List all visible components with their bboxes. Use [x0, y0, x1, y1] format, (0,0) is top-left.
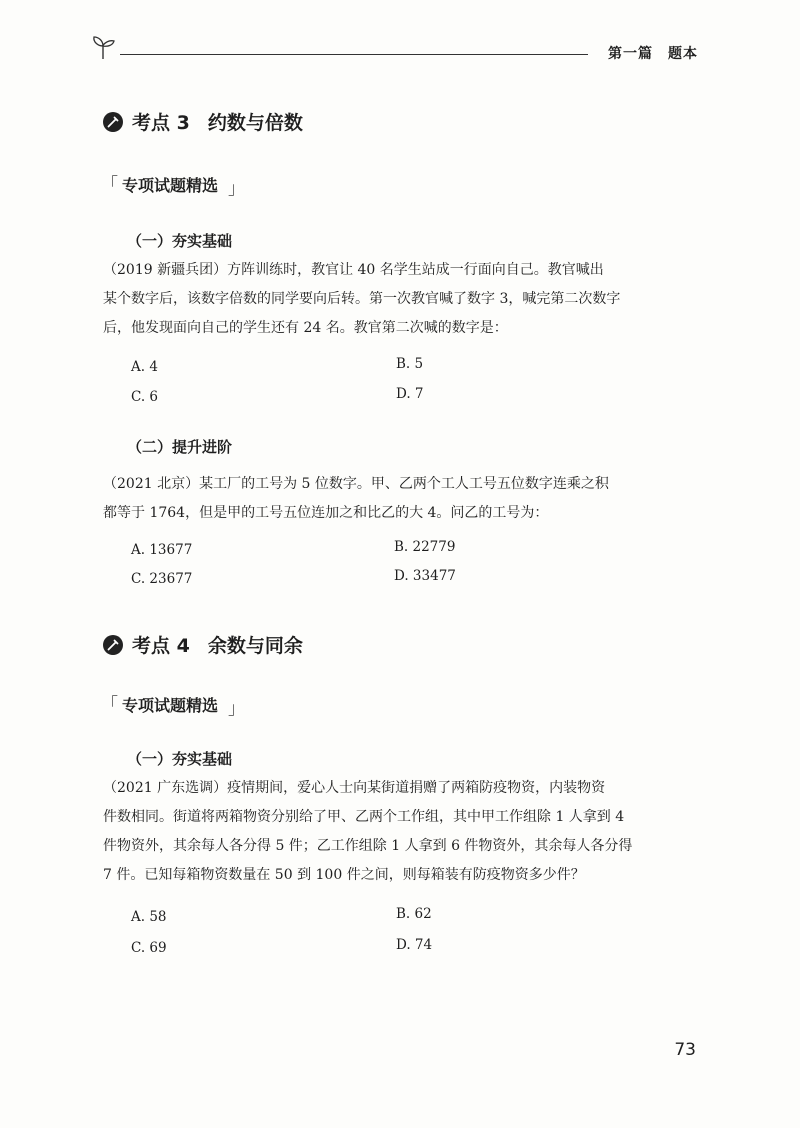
page-header — [88, 32, 698, 72]
option-c: C. 6 — [131, 389, 159, 405]
subsection-title: 专项试题精选 — [122, 176, 219, 195]
header-rule — [120, 54, 588, 55]
question-line: （2021 广东选调）疫情期间，爱心人士向某街道捐赠了两箱防疫物资，内装物资 — [103, 780, 606, 796]
question-line: 某个数字后，该数字倍数的同学要向后转。第一次教官喊了数字 3，喊完第二次数字 — [103, 291, 621, 307]
question-line: 后，他发现面向自己的学生还有 24 名。教官第二次喊的数字是： — [103, 320, 508, 336]
section-number: 考点 4 — [132, 635, 190, 657]
running-head: 第一篇 题本 — [608, 46, 698, 62]
question-text — [103, 470, 697, 528]
option-c: C. 69 — [131, 940, 167, 956]
option-c: C. 23677 — [131, 571, 193, 587]
option-a: A. 58 — [131, 909, 167, 925]
option-a: A. 4 — [131, 359, 158, 375]
section-heading-3 — [103, 108, 303, 135]
question-line: 都等于 1764，但是甲的工号五位连加之和比乙的大 4。问乙的工号为： — [103, 505, 549, 521]
sprout-icon — [88, 32, 118, 62]
question-line: （2021 北京）某工厂的工号为 5 位数字。甲、乙两个工人工号五位数字连乘之积 — [103, 476, 609, 492]
option-b: B. 22779 — [394, 539, 456, 555]
level-heading: （一）夯实基础 — [127, 750, 233, 768]
subsection-heading: 「 专项试题精选 」 — [101, 175, 246, 199]
option-d: D. 74 — [396, 937, 433, 953]
section-title: 余数与同余 — [207, 635, 303, 657]
subsection-title: 专项试题精选 — [122, 696, 219, 715]
option-b: B. 62 — [396, 906, 432, 922]
pen-icon — [103, 635, 123, 655]
question-text — [103, 256, 697, 343]
question-text — [103, 774, 697, 890]
pen-icon — [103, 112, 123, 132]
level-heading: （二）提升进阶 — [127, 438, 233, 456]
section-number: 考点 3 — [132, 112, 190, 134]
option-b: B. 5 — [396, 356, 424, 372]
subsection-heading: 「 专项试题精选 」 — [101, 695, 246, 719]
level-heading: （一）夯实基础 — [127, 232, 233, 250]
option-d: D. 7 — [396, 386, 424, 402]
question-line: 件数相同。街道将两箱物资分别给了甲、乙两个工作组，其中甲工作组除 1 人拿到 4 — [103, 809, 625, 825]
question-line: 件物资外，其余每人各分得 5 件；乙工作组除 1 人拿到 6 件物资外，其余每人各分得 — [103, 838, 633, 854]
section-heading-4 — [103, 631, 303, 658]
option-a: A. 13677 — [131, 542, 193, 558]
section-title: 约数与倍数 — [207, 112, 303, 134]
page-number: 73 — [674, 1040, 696, 1060]
option-d: D. 33477 — [394, 568, 456, 584]
question-line: （2019 新疆兵团）方阵训练时，教官让 40 名学生站成一行面向自己。教官喊出 — [103, 262, 604, 278]
question-line: 7 件。已知每箱物资数量在 50 到 100 件之间，则每箱装有防疫物资多少件？ — [103, 867, 585, 883]
